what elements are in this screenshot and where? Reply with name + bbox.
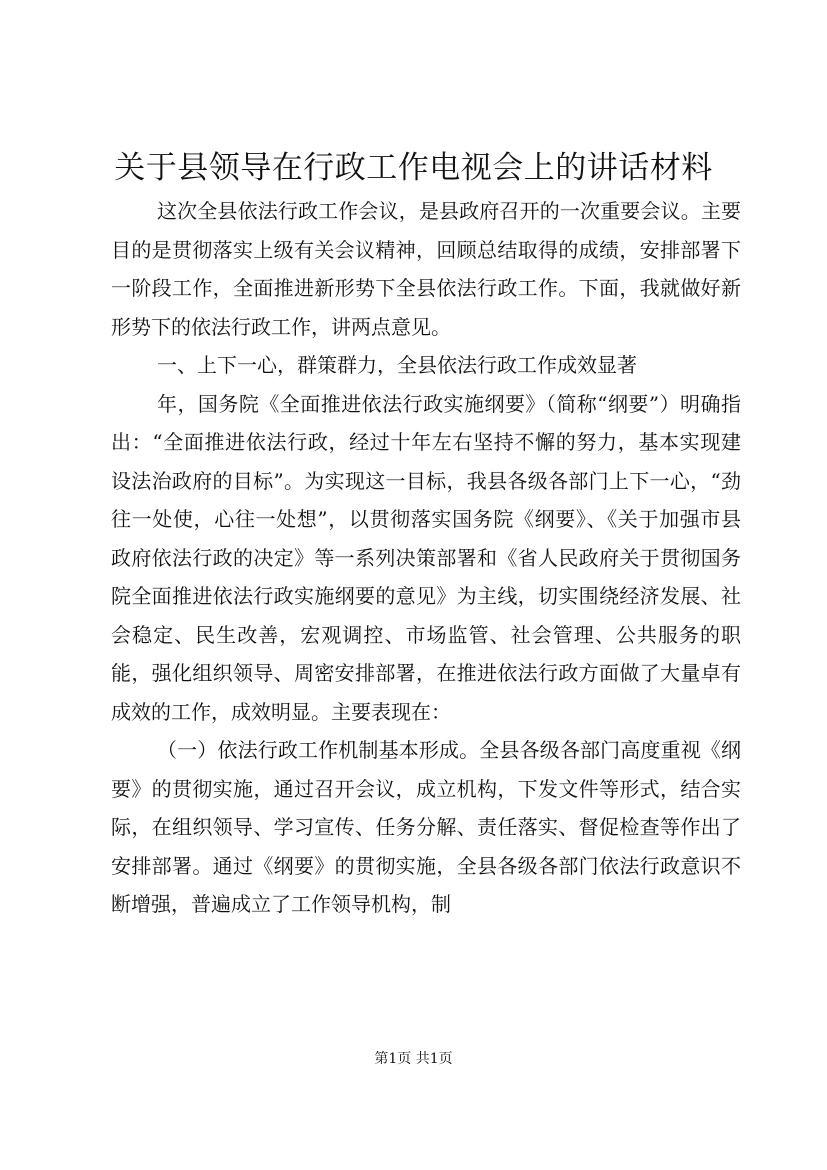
document-body: [111, 192, 741, 924]
paragraph-intro: 这次全县依法行政工作会议，是县政府召开的一次重要会议。主要目的是贯彻落实上级有关会议精神，回顾总结取得的成绩，安排部署下一阶段工作，全面推进新形势下全县依法行政工作。下面，我就做好新形势下的依法行政工作，讲两点意见。: [111, 199, 741, 339]
section-heading-1: 一、上下一心，群策群力，全县依法行政工作成效显著: [157, 353, 637, 377]
paragraph-mechanism: （一）依法行政工作机制基本形成。全县各级各部门高度重视《纲要》的贯彻实施，通过召开会议，成立机构，下发文件等形式，结合实际，在组织领导、学习宣传、任务分解、责任落实、督促检查等作出了安排部署。通过《纲要》的贯彻实施，全县各级各部门依法行政意识不断增强，普遍成立了工作领导机构，制: [111, 738, 741, 916]
page-footer: 第1页 共1页: [374, 1051, 453, 1067]
paragraph-achievements: 年，国务院《全面推进依法行政实施纲要》（简称“纲要”）明确指出：“全面推进依法行政，经过十年左右坚持不懈的努力，基本实现建设法治政府的目标”。为实现这一目标，我县各级各部门上下一心，“劲往一处使，心往一处想”，以贯彻落实国务院《纲要》、《关于加强市县政府依法行政的决定》等一系列决策部署和《省人民政府关于贯彻国务院全面推进依法行政实施纲要的意见》为主线，切实围绕经济发展、社会稳定、民生改善，宏观调控、市场监管、社会管理、公共服务的职能，强化组织领导、周密安排部署，在推进依法行政方面做了大量卓有成效的工作，成效明显。主要表现在：: [111, 391, 741, 724]
page-title: 关于县领导在行政工作电视会上的讲话材料: [114, 150, 713, 186]
